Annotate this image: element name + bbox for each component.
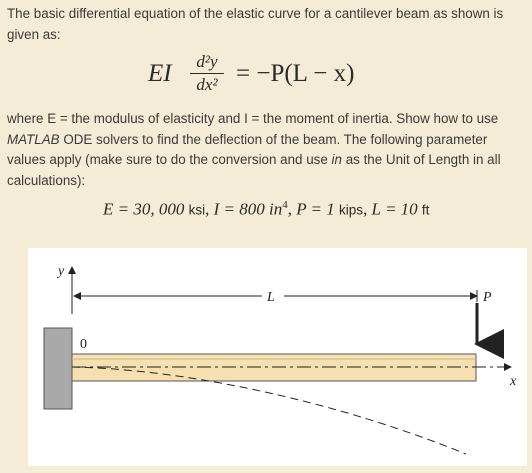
- beam-diagram: [28, 248, 527, 466]
- param-l-unit: ft: [421, 202, 430, 218]
- param-p-unit: kips: [339, 202, 364, 218]
- fraction-numerator: d²y: [196, 52, 218, 71]
- body-text-2: ODE solvers to find the deflection of the beam. The following parameter values apply (make sure to do the conversion and use: [7, 131, 488, 167]
- fraction-denominator: dx²: [196, 75, 218, 95]
- load-label: P: [483, 290, 492, 305]
- body-text-3: as the Unit of Length in all calculations):: [7, 152, 501, 188]
- x-axis-label: x: [510, 374, 517, 389]
- differential-equation: [148, 52, 448, 106]
- y-axis-label: y: [58, 264, 65, 279]
- intro-text: The basic differential equation of the elastic curve for a cantilever beam as shown is given as:: [7, 6, 504, 42]
- length-label: L: [267, 290, 275, 305]
- equation-rhs: = −P(L − x): [236, 60, 355, 87]
- parameter-values: E = 30, 000 ksi, I = 800 $in^4$, P = 1 kips, L = 10 ft: [103, 199, 430, 219]
- fraction-bar: [190, 73, 224, 74]
- ei-term: EI: [148, 60, 172, 87]
- param-i-exponent: 4: [282, 199, 288, 211]
- second-derivative-fraction: [188, 52, 226, 95]
- param-e: E = 30, 000: [103, 199, 185, 219]
- param-l: L = 10: [371, 199, 418, 219]
- inch-unit-term: in: [331, 152, 342, 167]
- fixed-wall: [44, 328, 72, 409]
- origin-label: 0: [80, 337, 87, 352]
- matlab-term: MATLAB: [7, 131, 60, 147]
- problem-body-text: [7, 109, 524, 191]
- param-i: I = 800 in: [213, 199, 283, 219]
- param-p: P = 1: [296, 199, 335, 219]
- param-e-unit: ksi: [188, 202, 206, 218]
- body-text-1: where E = the modulus of elasticity and I = the moment of inertia. Show how to use: [7, 111, 499, 126]
- cantilever-beam-figure: [28, 248, 527, 466]
